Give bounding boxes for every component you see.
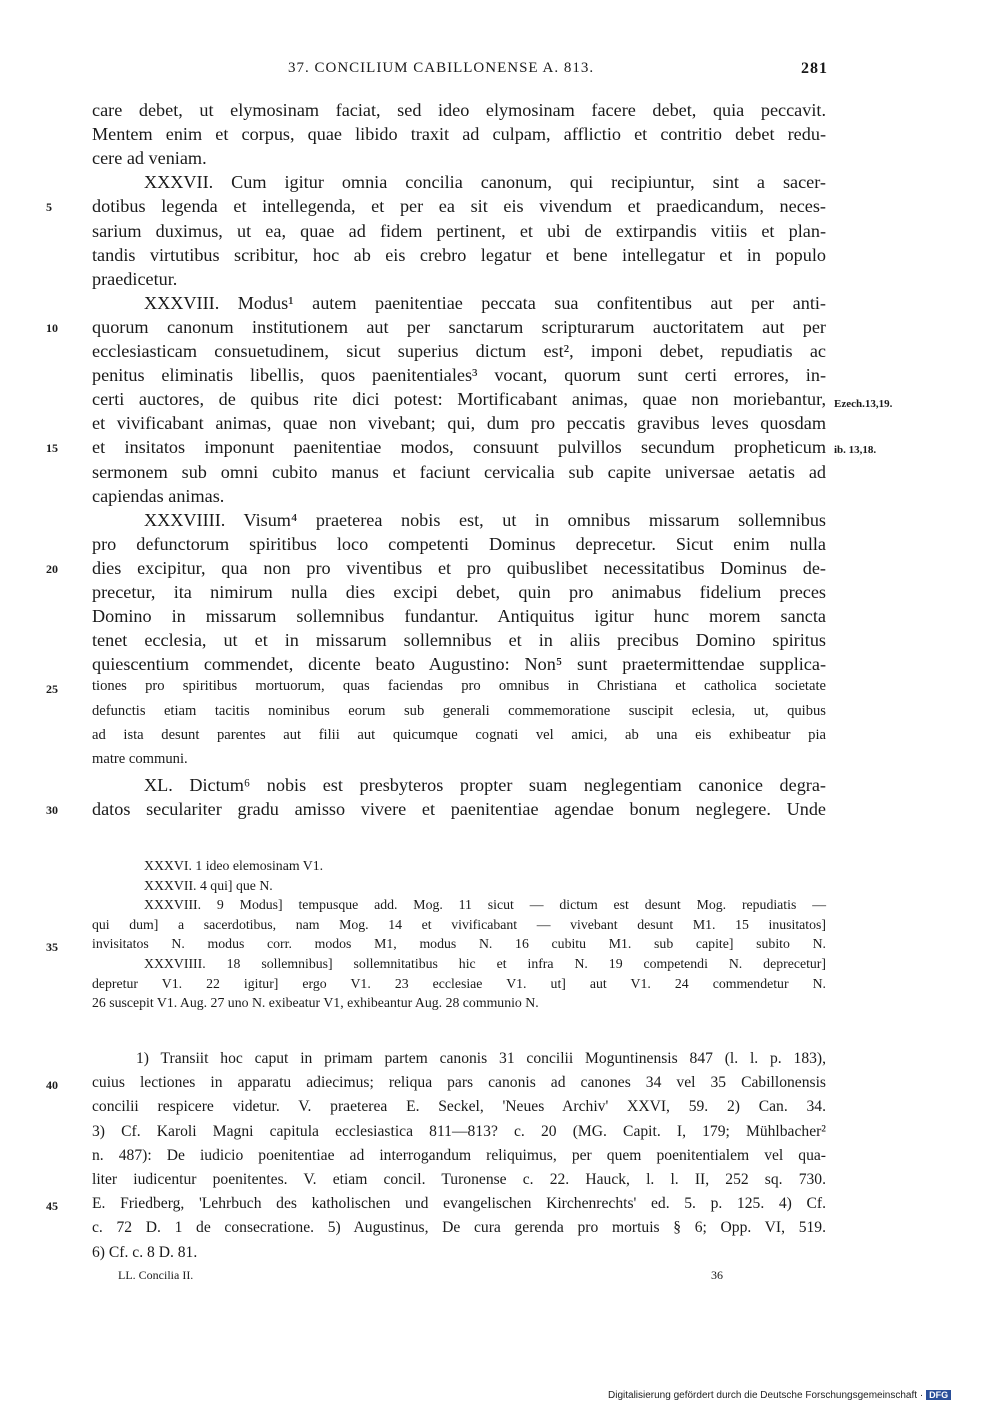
header-title: 37. CONCILIUM CABILLONENSE A. 813.	[288, 60, 595, 76]
line-number: 15	[46, 441, 58, 456]
text-line: praedicetur.	[92, 268, 178, 289]
margin-reference: Ezech.13,19.	[834, 398, 893, 410]
footnote-line: cuius lectiones in apparatu adiecimus; reliqua pars canonis ad canones 34 vel 35 Cabillonensis	[92, 1074, 826, 1092]
apparatus-line: XXXVIIII. 18 sollemnibus] sollemnitatibus hic et infra N. 19 competendi N. deprecetur]	[144, 956, 826, 971]
running-header	[92, 60, 828, 84]
text-line: et insitatos imponunt paenitentiae modos, consuunt pulvillos secundum propheticum	[92, 437, 826, 458]
text-line: dotibus legenda et intellegenda, et per ea sit eis vivendum et praedicandum, neces-	[92, 196, 826, 217]
line-number: 35	[46, 940, 58, 955]
footnote-line: E. Friedberg, 'Lehrbuch des katholischen und evangelischen Kirchenrechts' ed. 5. p. 125. 4) Cf.	[92, 1195, 826, 1213]
text-line: et vivificabant animas, quae non vivebant; qui, dum pro peccatis gravibus leves quosdam	[92, 413, 826, 434]
text-line: tenet ecclesia, ut et in missarum sollemnibus et in aliis precibus Domino spiritus	[92, 630, 826, 651]
text-line: datos seculariter gradu amisso vivere et paenitentiae agendae bonum neglegere. Unde	[92, 798, 826, 819]
text-line: quorum canonum institutionem aut per sanctarum scripturarum auctoritatem aut per	[92, 316, 826, 337]
text-line: care debet, ut elymosinam faciat, sed ideo elymosinam facere debet, quia peccavit.	[92, 100, 826, 120]
text-line: penitus eliminatis libellis, quos paenitentiales³ vocant, quorum sunt certi errores, in-	[92, 365, 826, 386]
text-line: matre communi.	[92, 750, 188, 767]
line-number: 40	[46, 1078, 58, 1093]
text-line: Domino in missarum sollemnibus fundantur. Antiquitus igitur hunc morem sancta	[92, 606, 826, 627]
apparatus-line: XXXVIII. 9 Modus] tempusque add. Mog. 11 sicut — dictum est desunt Mog. repudiatis —	[144, 897, 826, 913]
signature-right: 36	[711, 1268, 723, 1282]
text-line: ecclesiasticam consuetudinem, sicut superius dictum est², imponi debet, repudiatis ac	[92, 341, 826, 361]
text-line: precetur, ita nimirum nulla dies excipi debet, quin pro animabus fidelium preces	[92, 582, 826, 602]
line-number: 20	[46, 561, 58, 576]
apparatus-line: 26 suscepit V1. Aug. 27 uno N. exibeatur V1, exhibeantur Aug. 28 communio N.	[92, 995, 539, 1011]
text-line: XL. Dictum⁶ nobis est presbyteros propter suam neglegentiam canonice degra-	[144, 774, 826, 795]
text-line: dies excipitur, qua non pro viventibus et pro quibuslibet necessitatibus Dominus de-	[92, 557, 826, 578]
text-line: capiendas animas.	[92, 485, 225, 506]
apparatus-line: XXXVII. 4 qui] que N.	[144, 877, 273, 893]
footnote-line: liter iudicentur poenitentes. V. etiam concil. Turonense c. 22. Hauck, l. l. II, 252 sq. 730.	[92, 1171, 826, 1188]
text-line: cere ad veniam.	[92, 148, 207, 169]
text-line: sarium duximus, ut ea, quae ad fidem pertinent, et ubi de extirpandis vitiis et plan-	[92, 220, 826, 241]
text-line: pro defunctorum spiritibus loco competenti Dominus deprecetur. Sicut enim nulla	[92, 533, 826, 554]
line-number: 45	[46, 1199, 58, 1214]
page-number: 281	[801, 60, 828, 77]
footnote-line: 3) Cf. Karoli Magni capitula ecclesiastica 811—813? c. 20 (MG. Capit. I, 179; Mühlbacher²	[92, 1122, 826, 1140]
text-line: quiescentium commendet, dicente beato Augustino: Non⁵ sunt praetermittendae supplica-	[92, 654, 826, 675]
text-line: tiones pro spiritibus mortuorum, quas faciendas pro omnibus in Christiana et catholica societate	[92, 678, 826, 695]
credit-text: Digitalisierung gefördert durch die Deutsche Forschungsgemeinschaft ·	[608, 1390, 924, 1401]
digitization-credit	[608, 1390, 951, 1401]
line-number: 5	[46, 200, 52, 215]
text-line: XXXVIIII. Visum⁴ praeterea nobis est, ut in omnibus missarum sollemnibus	[144, 509, 826, 530]
text-line: XXXVII. Cum igitur omnia concilia canonum, qui recipiuntur, sint a sacer-	[144, 172, 826, 193]
apparatus-line: depretur V1. 22 igitur] ergo V1. 23 ecclesiae V1. ut] aut V1. 24 commendetur N.	[92, 975, 826, 991]
footnote-line: c. 72 D. 1 de consecratione. 5) Augustinus, De cura gerenda pro mortuis § 6; Opp. VI, 519.	[92, 1219, 826, 1237]
footnote-line: 6) Cf. c. 8 D. 81.	[92, 1243, 198, 1261]
text-line: sermonem sub omni cubito manus et faciunt cervicalia sub capite universae aetatis ad	[92, 461, 826, 482]
apparatus-line: XXXVI. 1 ideo elemosinam V1.	[144, 858, 324, 873]
apparatus-line: qui dum] a sacerdotibus, nam Mog. 14 et vivificabant — vivebant desunt M1. 15 inusitatos]	[92, 916, 826, 932]
footnote-line: concilii respicere videtur. V. praeterea E. Seckel, 'Neues Archiv' XXVI, 59. 2) Can. 34.	[92, 1098, 826, 1116]
text-line: XXXVIII. Modus¹ autem paenitentiae peccata sua confitentibus aut per anti-	[144, 292, 826, 313]
margin-reference: ib. 13,18.	[834, 444, 877, 456]
apparatus-line: invisitatos N. modus corr. modos M1, modus N. 16 cubitu M1. sub capite] subito N.	[92, 936, 826, 952]
text-line: certi auctores, de quibus rite dici potest: Mortificabant animas, quae non moriebantur,	[92, 389, 826, 410]
text-line: ad ista desunt parentes aut filii aut quicumque cognati vel amici, ab una eis exhibeatur pia	[92, 726, 826, 743]
text-line: tandis virtutibus scribitur, hoc ab eis crebro legatur et bene intellegatur et in populo	[92, 244, 826, 265]
footnote-line: n. 487): De iudicio poenitentiae ad interrogandum reliquimus, per quem poenitentialem vel qua-	[92, 1146, 826, 1164]
line-number: 25	[46, 682, 58, 697]
dfg-logo: DFG	[926, 1390, 951, 1400]
text-line: Mentem enim et corpus, quae libido traxit ad culpam, afflictio et contritio debet redu-	[92, 124, 826, 145]
signature-left: LL. Concilia II.	[118, 1268, 194, 1282]
text-line: defunctis etiam tacitis nominibus eorum sub generali commemoratione suscipit eclesia, ut, quibus	[92, 702, 826, 719]
line-number: 10	[46, 320, 58, 335]
footnote-line: 1) Transiit hoc caput in primam partem canonis 31 concilii Moguntinensis 847 (l. l. p. 183),	[136, 1050, 826, 1067]
line-number: 30	[46, 802, 58, 817]
